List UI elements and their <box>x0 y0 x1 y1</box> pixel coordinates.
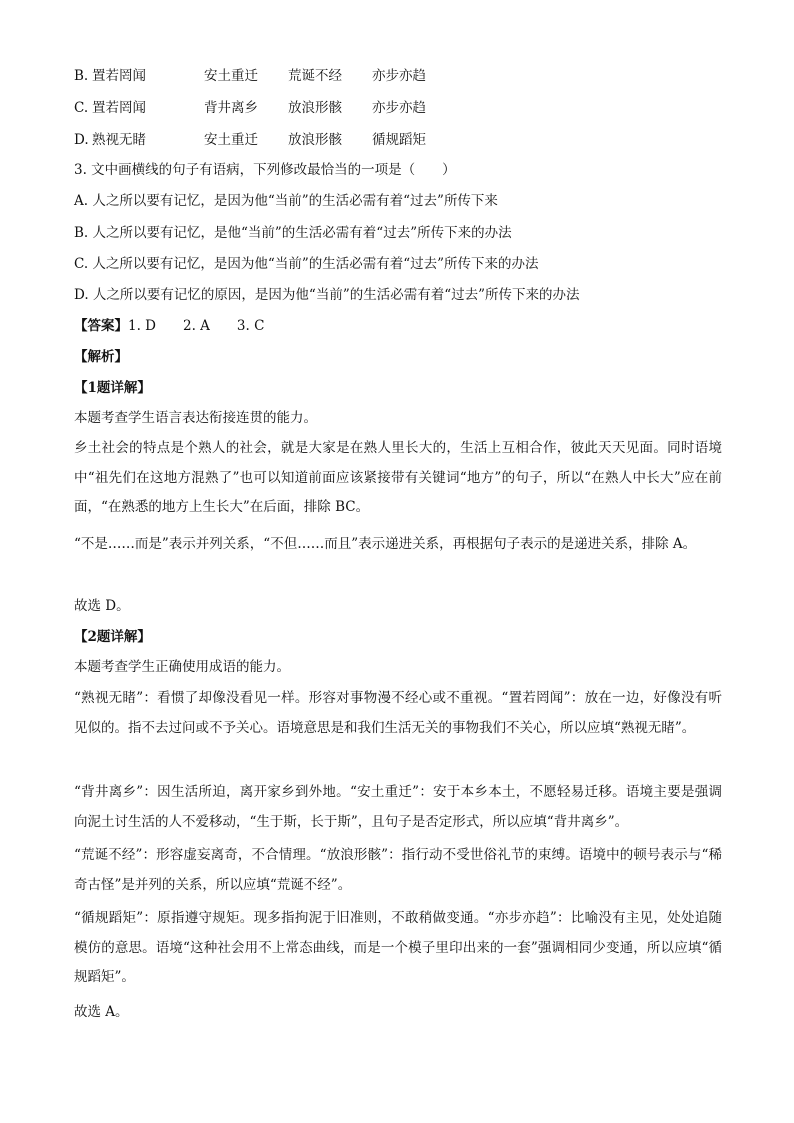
q3-stem: 3. 文中画横线的句子有语病，下列修改最恰当的一项是（ ） <box>74 162 456 178</box>
option-letter: C. <box>74 100 89 116</box>
option-idiom: 安土重迁 <box>204 68 258 84</box>
option-letter: B. <box>74 68 89 84</box>
q3-option-a: A. 人之所以要有记忆，是因为他“当前”的生活必需有着“过去”所传下来 <box>74 193 498 209</box>
detail1-paragraph: 乡土社会的特点是个熟人的社会，就是大家是在熟人里长大的，生活上互相合作，彼此天天见面。同时语境中“祖先们在这地方混熟了”也可以知道前面应该紧接带有关键词“地方”的句子，所以“在熟人中长大”应在前面，“在熟悉的地方上生长大”在后面，排除 BC。 <box>74 440 722 515</box>
answer-text: 1. D 2. A 3. C <box>128 318 265 334</box>
detail1-paragraph: 故选 D。 <box>74 598 130 614</box>
option-idiom: 置若罔闻 <box>92 68 146 84</box>
detail1-paragraph: 本题考查学生语言表达衔接连贯的能力。 <box>74 410 317 426</box>
detail2-heading: 【2题详解】 <box>74 629 151 645</box>
option-idiom: 放浪形骸 <box>288 100 342 116</box>
detail2-paragraph: 本题考查学生正确使用成语的能力。 <box>74 659 290 675</box>
option-idiom: 置若罔闻 <box>92 100 146 116</box>
detail1-heading: 【1题详解】 <box>74 380 151 396</box>
option-idiom: 荒诞不经 <box>288 68 342 84</box>
detail2-paragraph: “背井离乡”：因生活所迫，离开家乡到外地。“安土重迁”：安于本乡本土，不愿轻易迁移。语境主要是强调向泥土讨生活的人不爱移动，“生于斯，长于斯”，且句子是否定形式，所以应填“背井离乡”。 <box>74 784 722 830</box>
option-idiom: 安土重迁 <box>204 132 258 148</box>
option-idiom: 亦步亦趋 <box>372 68 426 84</box>
option-letter: D. <box>74 132 89 148</box>
detail2-paragraph: 故选 A。 <box>74 1004 129 1020</box>
analysis-label: 【解析】 <box>74 349 128 365</box>
option-idiom: 背井离乡 <box>204 100 258 116</box>
answer-line <box>74 316 264 336</box>
answer-label: 【答案】 <box>74 318 128 334</box>
q3-option-c: C. 人之所以要有记忆，是因为他“当前”的生活必需有着“过去”所传下来的办法 <box>74 256 539 272</box>
detail2-paragraph: “熟视无睹”：看惯了却像没看见一样。形容对事物漫不经心或不重视。“置若罔闻”：放在一边，好像没有听见似的。指不去过问或不予关心。语境意思是和我们生活无关的事物我们不关心，所以应填“熟视无睹”。 <box>74 690 722 736</box>
detail2-paragraph: “荒诞不经”：形容虚妄离奇，不合情理。“放浪形骸”：指行动不受世俗礼节的束缚。语境中的顿号表示与“稀奇古怪”是并列的关系，所以应填“荒诞不经”。 <box>74 847 722 893</box>
option-idiom: 放浪形骸 <box>288 132 342 148</box>
option-idiom: 熟视无睹 <box>92 132 146 148</box>
detail2-paragraph: “循规蹈矩”：原指遵守规矩。现多指拘泥于旧准则，不敢稍做变通。“亦步亦趋”：比喻没有主见，处处追随模仿的意思。语境“这种社会用不上常态曲线，而是一个模子里印出来的一套”强调相同少变通，所以应填“循规蹈矩”。 <box>74 910 722 985</box>
detail1-paragraph: “不是……而是”表示并列关系，“不但……而且”表示递进关系，再根据句子表示的是递进关系，排除 A。 <box>74 536 697 552</box>
q3-option-d: D. 人之所以要有记忆的原因，是因为他“当前”的生活必需有着“过去”所传下来的办法 <box>74 287 580 303</box>
q3-option-b: B. 人之所以要有记忆，是他“当前”的生活必需有着“过去”所传下来的办法 <box>74 225 512 241</box>
option-idiom: 亦步亦趋 <box>372 100 426 116</box>
option-idiom: 循规蹈矩 <box>372 132 426 148</box>
